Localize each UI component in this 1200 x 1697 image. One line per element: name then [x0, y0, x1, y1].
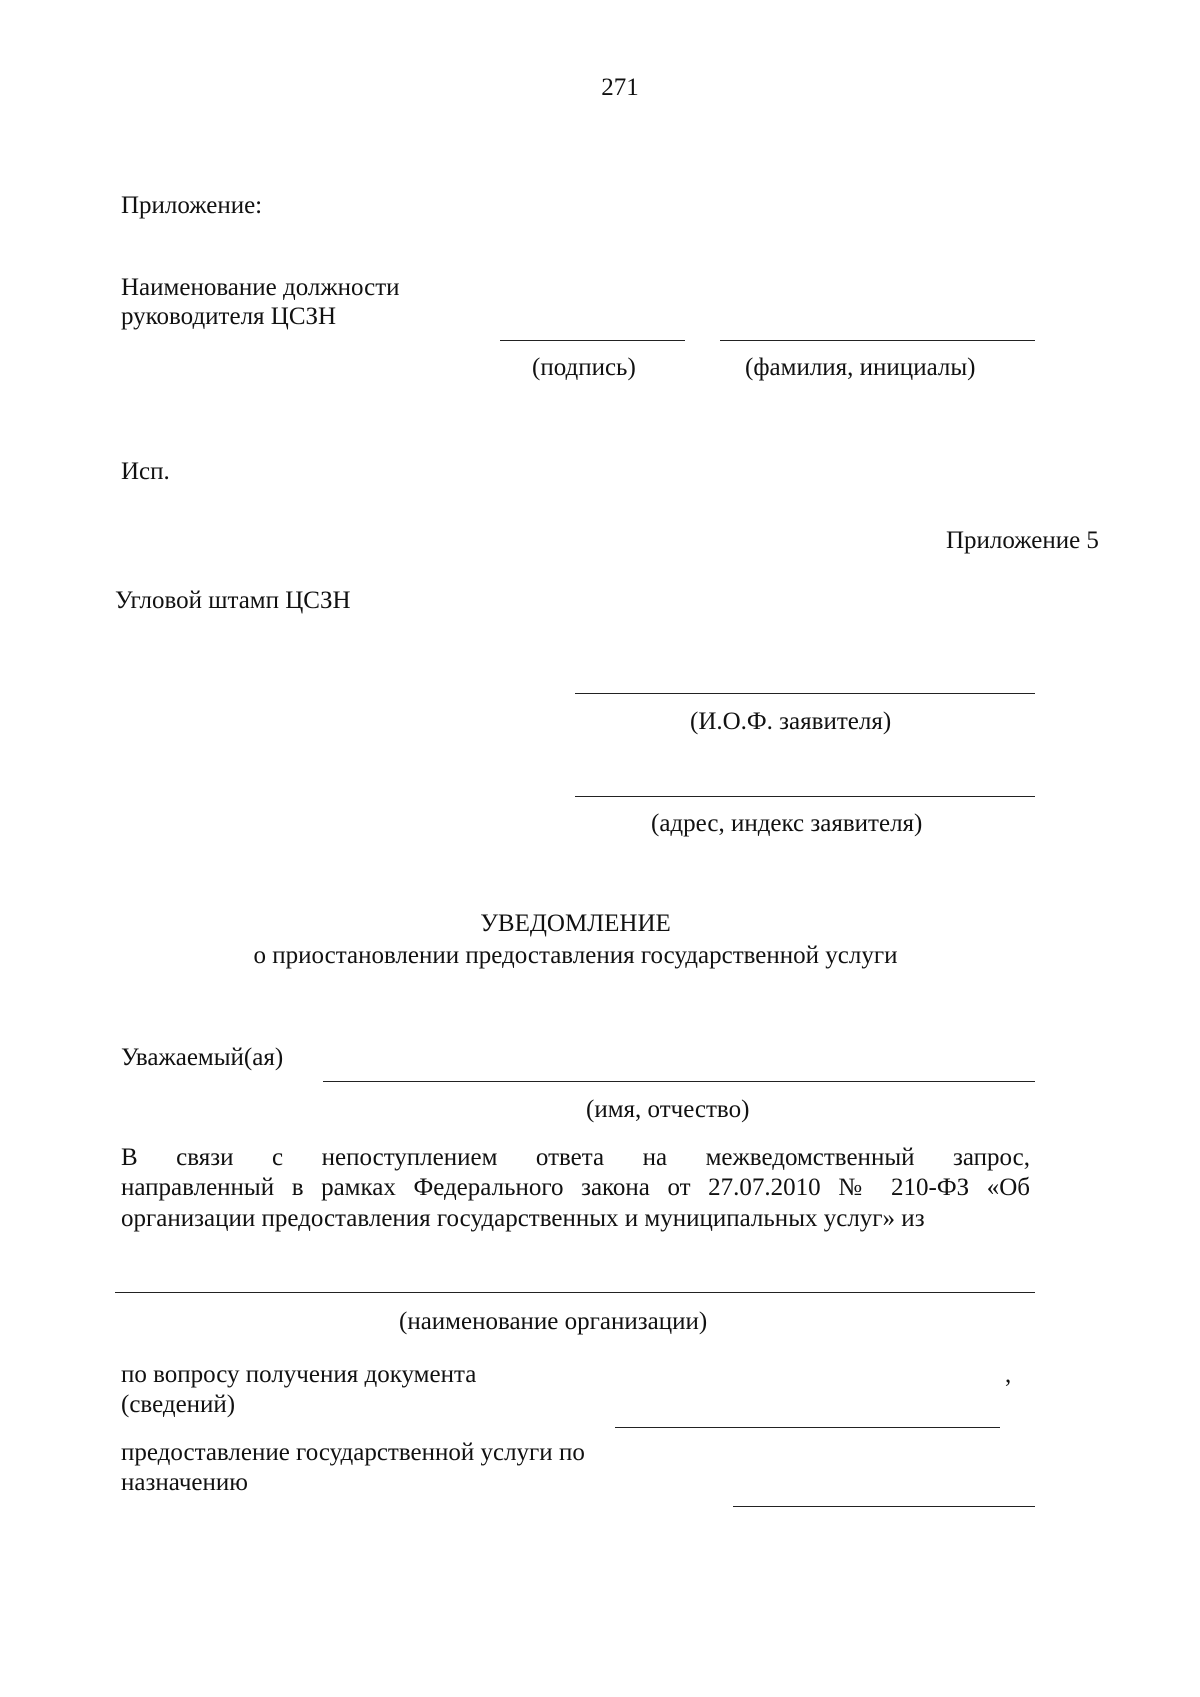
greeting-label: Уважаемый(ая) — [121, 1044, 284, 1071]
applicant-name-line[interactable] — [575, 693, 1035, 694]
signature-caption: (подпись) — [532, 354, 636, 381]
signature-line[interactable] — [500, 340, 685, 341]
notice-title: УВЕДОМЛЕНИЕ — [480, 910, 671, 937]
document-line[interactable] — [615, 1427, 1000, 1428]
applicant-address-caption: (адрес, индекс заявителя) — [651, 810, 923, 837]
appendix-number: Приложение 5 — [946, 527, 1099, 554]
name-line[interactable] — [720, 340, 1035, 341]
applicant-name-caption: (И.О.Ф. заявителя) — [690, 708, 892, 735]
service-line1: предоставление государственной услуги по — [121, 1439, 585, 1466]
attachment-label: Приложение: — [121, 192, 263, 219]
page-number: 271 — [601, 74, 639, 101]
organization-line[interactable] — [115, 1292, 1035, 1293]
position-title-line1: Наименование должности — [121, 274, 400, 301]
notice-subtitle: о приостановлении предоставления государственной услуги — [253, 942, 898, 969]
executor-label: Исп. — [121, 458, 170, 485]
document-question-line2: (сведений) — [121, 1391, 236, 1418]
corner-stamp: Угловой штамп ЦСЗН — [115, 587, 351, 614]
body-line-1: В связи с непоступлением ответа на межведомственный запрос, — [121, 1144, 1030, 1171]
document-question-line1: по вопросу получения документа — [121, 1361, 477, 1388]
body-line-3: организации предоставления государственных и муниципальных услуг» из — [121, 1205, 925, 1232]
position-title-line2: руководителя ЦСЗН — [121, 303, 337, 330]
name-caption: (фамилия, инициалы) — [745, 354, 976, 381]
service-fill-line[interactable] — [733, 1506, 1035, 1507]
greeting-caption: (имя, отчество) — [586, 1096, 750, 1123]
body-line-2: направленный в рамках Федерального закона от 27.07.2010 № 210-ФЗ «Об — [121, 1174, 1030, 1201]
organization-caption: (наименование организации) — [399, 1308, 708, 1335]
greeting-name-line[interactable] — [323, 1081, 1035, 1082]
applicant-address-line[interactable] — [575, 796, 1035, 797]
document-question-comma: , — [1005, 1361, 1012, 1388]
service-line2: назначению — [121, 1469, 248, 1496]
